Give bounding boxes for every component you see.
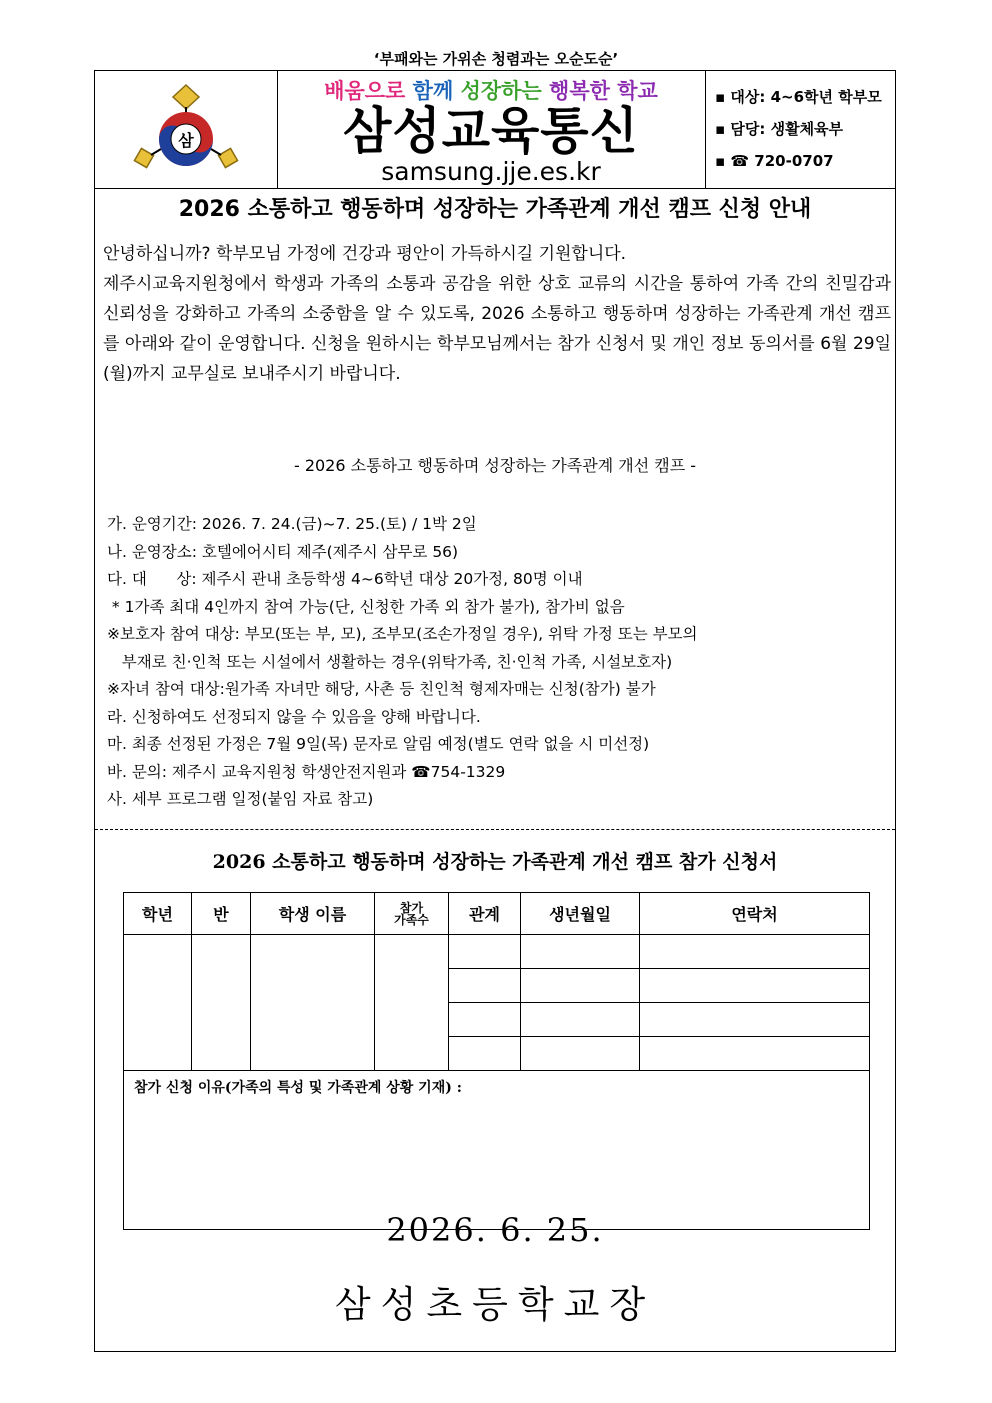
cut-line bbox=[95, 829, 895, 830]
list-item: 라. 신청하여도 선정되지 않을 수 있음을 양해 바랍니다. bbox=[107, 707, 481, 726]
school-logo-cell bbox=[95, 71, 278, 188]
header-contact: 연락처 bbox=[640, 893, 870, 935]
application-table bbox=[123, 892, 870, 1230]
info-phone: ▪ ☎ 720-0707 bbox=[715, 152, 834, 170]
slogan bbox=[277, 75, 705, 105]
newsletter-frame bbox=[94, 70, 896, 1352]
info-cell bbox=[705, 71, 895, 188]
header-grade: 학년 bbox=[124, 893, 192, 935]
slogan-part-2: 함께 bbox=[412, 79, 461, 103]
list-item: 부재로 친·인척 또는 시설에서 생활하는 경우(위탁가족, 친·인척 가족, 시설보호자) bbox=[107, 652, 673, 671]
slogan-part-1: 배움으로 bbox=[324, 79, 413, 103]
reason-input-cell[interactable] bbox=[124, 1071, 870, 1230]
contact-input-cell[interactable] bbox=[640, 935, 870, 969]
list-item: ※자녀 참여 대상:원가족 자녀만 해당, 사촌 등 친인척 형제자매는 신청(참가) 불가 bbox=[107, 680, 656, 698]
relation-input-cell[interactable] bbox=[449, 1003, 521, 1037]
title-cell bbox=[277, 71, 706, 188]
relation-input-cell[interactable] bbox=[449, 1037, 521, 1071]
family-count-input-cell[interactable] bbox=[375, 935, 449, 1071]
list-item: * 1가족 최대 4인까지 참여 가능(단, 신청한 가족 외 참가 불가), 참가비 없음 bbox=[107, 597, 625, 616]
list-item: 마. 최종 선정된 가정은 7월 9일(목) 문자로 알림 예정(별도 연락 없을 시 미선정) bbox=[107, 735, 650, 753]
class-input-cell[interactable] bbox=[192, 935, 251, 1071]
birthdate-input-cell[interactable] bbox=[521, 1003, 640, 1037]
contact-input-cell[interactable] bbox=[640, 1037, 870, 1071]
contact-input-cell[interactable] bbox=[640, 1003, 870, 1037]
list-item: 바. 문의: 제주시 교육지원청 학생안전지원과 ☎754-1329 bbox=[107, 762, 506, 781]
body-paragraph: 제주시교육지원청에서 학생과 가족의 소통과 공감을 위한 상호 교류의 시간을 통하여 가족 간의 친밀감과 신뢰성을 강화하고 가족의 소중함을 알 수 있도록, 2026 소통하고 행동하며 성장하는 가족관계 개선 캠프를 아래와 같이 운영합니다. 신청을 원하시는 학부모님께서는 참가 신청서 및 개인 정보 동의서를 6월 29일(월)까지 교무실로 보내주시기 바랍니다. bbox=[103, 274, 891, 384]
school-url[interactable]: samsung.jje.es.kr bbox=[381, 157, 601, 186]
list-item: 사. 세부 프로그램 일정(붙임 자료 참고) bbox=[107, 790, 374, 808]
info-department: ▪ 담당: 생활체육부 bbox=[715, 120, 844, 138]
list-item: 나. 운영장소: 호텔에어시티 제주(제주시 삼무로 56) bbox=[107, 542, 459, 561]
grade-input-cell[interactable] bbox=[124, 935, 192, 1071]
slogan-part-3: 성장하는 bbox=[460, 79, 550, 103]
relation-input-cell[interactable] bbox=[449, 935, 521, 969]
principal-signature: 삼성초등학교장 bbox=[334, 1283, 656, 1326]
info-target: ▪ 대상: 4~6학년 학부모 bbox=[715, 88, 882, 106]
list-item: ※보호자 참여 대상: 부모(또는 부, 모), 조부모(조손가정일 경우), 위탁 가정 또는 부모의 bbox=[107, 625, 698, 643]
newsletter-name: 삼성교육통신 bbox=[343, 102, 639, 160]
birthdate-input-cell[interactable] bbox=[521, 969, 640, 1003]
camp-details-list bbox=[107, 511, 698, 814]
birthdate-input-cell[interactable] bbox=[521, 1037, 640, 1071]
document-title: 2026 소통하고 행동하며 성장하는 가족관계 개선 캠프 신청 안내 bbox=[178, 197, 812, 222]
camp-subheading: - 2026 소통하고 행동하며 성장하는 가족관계 개선 캠프 - bbox=[293, 456, 697, 475]
student-name-input-cell[interactable] bbox=[251, 935, 375, 1071]
birthdate-input-cell[interactable] bbox=[521, 935, 640, 969]
header-family-count: 참가 가족수 bbox=[375, 893, 449, 935]
relation-input-cell[interactable] bbox=[449, 969, 521, 1003]
slogan-part-4: 행복한 학교 bbox=[549, 79, 658, 103]
reason-label: 참가 신청 이유(가족의 특성 및 가족관계 상황 기재) : bbox=[134, 1080, 462, 1096]
list-item: 다. 대 상: 제주시 관내 초등학생 4~6학년 대상 20가정, 80명 이내 bbox=[107, 570, 583, 588]
motto: ‘부패와는 가위손 청렴과는 오순도순’ bbox=[373, 50, 619, 68]
list-item: 가. 운영기간: 2026. 7. 24.(금)~7. 25.(토) / 1박 2일 bbox=[107, 515, 477, 533]
greeting-paragraph: 안녕하십니까? 학부모님 가정에 건강과 평안이 가득하시길 기원합니다. bbox=[103, 244, 627, 264]
issue-date: 2026. 6. 25. bbox=[386, 1211, 604, 1249]
header-relation: 관계 bbox=[449, 893, 521, 935]
header-class: 반 bbox=[192, 893, 251, 935]
header bbox=[95, 71, 895, 189]
header-student-name: 학생 이름 bbox=[251, 893, 375, 935]
header-birthdate: 생년월일 bbox=[521, 893, 640, 935]
application-form-title: 2026 소통하고 행동하며 성장하는 가족관계 개선 캠프 참가 신청서 bbox=[212, 851, 778, 873]
contact-input-cell[interactable] bbox=[640, 969, 870, 1003]
logo-text: 삼 bbox=[178, 131, 194, 150]
